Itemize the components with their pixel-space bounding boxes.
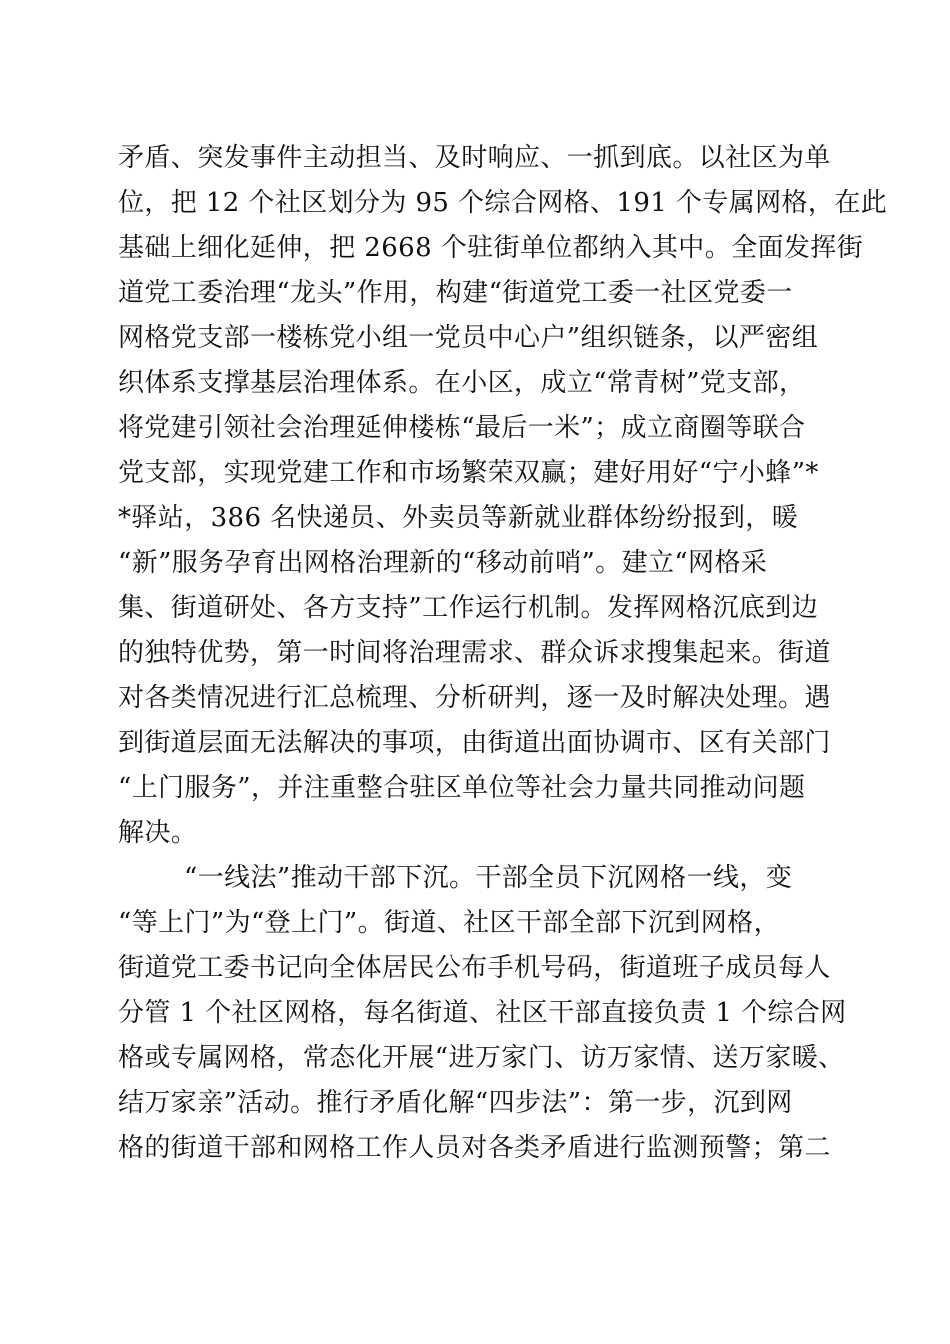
text-line: 网格党支部一楼栋党小组一党员中心户”组织链条，以严密组 — [118, 323, 819, 353]
text-line: 将党建引领社会治理延伸楼栋“最后一米”；成立商圈等联合 — [118, 413, 806, 443]
paragraph-start-line: “一线法”推动干部下沉。干部全员下沉网格一线，变 — [184, 863, 793, 893]
body-text — [118, 136, 888, 1171]
text-line: 解决。 — [118, 818, 198, 848]
text-line: 格或专属网格，常态化开展“进万家门、访万家情、送万家暖、 — [118, 1043, 845, 1073]
text-line: 矛盾、突发事件主动担当、及时响应、一抓到底。以社区为单 — [118, 143, 831, 173]
text-line: 结万家亲”活动。推行矛盾化解“四步法”：第一步，沉到网 — [118, 1088, 793, 1118]
text-line: 街道党工委书记向全体居民公布手机号码，街道班子成员每人 — [118, 953, 831, 983]
text-line: 道党工委治理“龙头”作用，构建“街道党工委一社区党委一 — [118, 278, 793, 308]
text-line: 对各类情况进行汇总梳理、分析研判，逐一及时解决处理。遇 — [118, 683, 831, 713]
text-line: *驿站，386 名快递员、外卖员等新就业群体纷纷报到，暖 — [118, 503, 799, 533]
text-line: 集、街道研处、各方支持”工作运行机制。发挥网格沉底到边 — [118, 593, 819, 623]
text-line: “新”服务孕育出网格治理新的“移动前哨”。建立“网格采 — [118, 548, 768, 578]
text-line: 到街道层面无法解决的事项，由街道出面协调市、区有关部门 — [118, 728, 831, 758]
text-line: “等上门”为“登上门”。街道、社区干部全部下沉到网格， — [118, 908, 780, 938]
text-line: 基础上细化延伸，把 2668 个驻街单位都纳入其中。全面发挥街 — [118, 233, 864, 263]
text-line: 的独特优势，第一时间将治理需求、群众诉求搜集起来。街道 — [118, 638, 831, 668]
text-line: 位，把 12 个社区划分为 95 个综合网格、191 个专属网格，在此 — [118, 188, 888, 218]
text-line: 分管 1 个社区网格，每名街道、社区干部直接负责 1 个综合网 — [118, 998, 847, 1028]
text-line: 织体系支撑基层治理体系。在小区，成立“常青树”党支部， — [118, 368, 806, 398]
text-line: 格的街道干部和网格工作人员对各类矛盾进行监测预警；第二 — [118, 1133, 831, 1163]
text-line: 党支部，实现党建工作和市场繁荣双赢；建好用好“宁小蜂”* — [118, 458, 819, 488]
text-line: “上门服务”，并注重整合驻区单位等社会力量共同推动问题 — [118, 773, 806, 803]
